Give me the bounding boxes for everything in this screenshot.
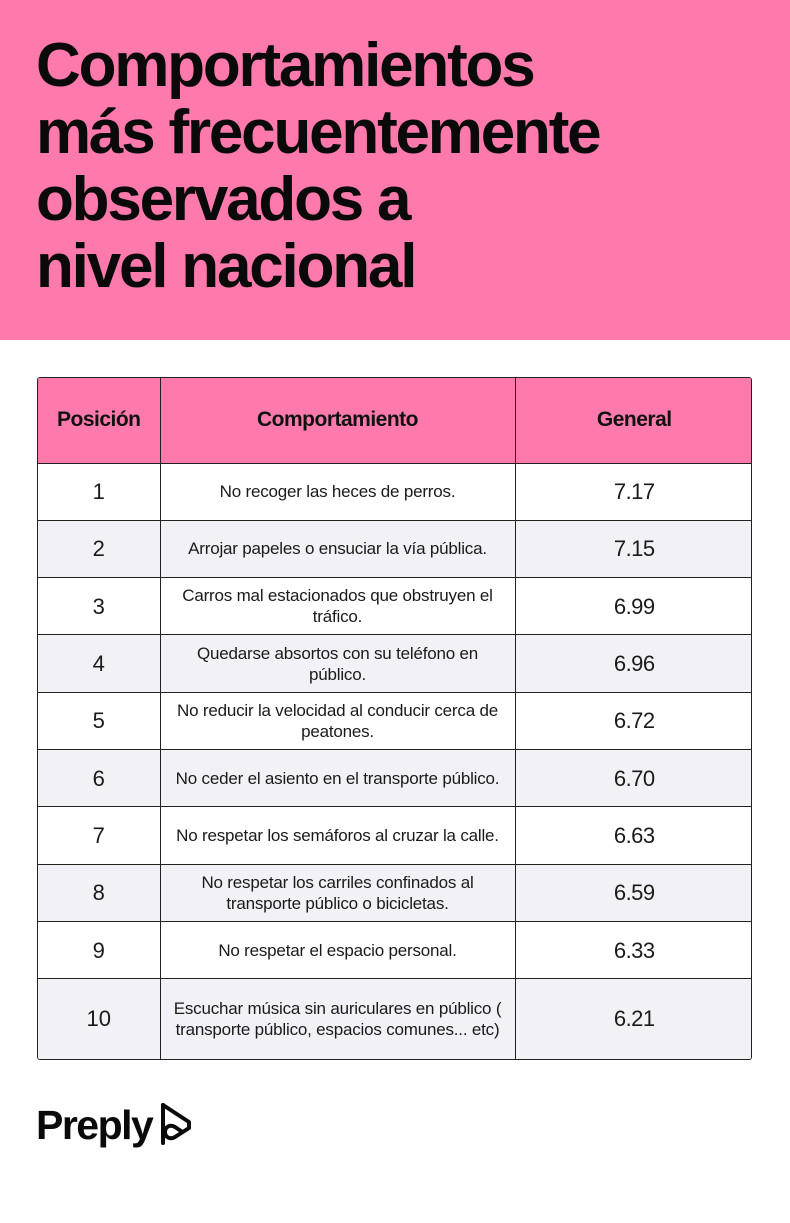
row-value: 6.21	[515, 979, 752, 1059]
title-line-1: Comportamientos	[36, 31, 534, 100]
header-behavior: Comportamiento	[160, 378, 515, 463]
table-row	[38, 864, 752, 921]
table-row	[38, 520, 752, 577]
row-value: 6.63	[515, 807, 752, 864]
row-behavior: Quedarse absortos con su teléfono en público.	[160, 635, 515, 692]
table-row	[38, 692, 752, 749]
title-line-4: nivel nacional	[36, 232, 416, 301]
row-behavior: No respetar el espacio personal.	[160, 921, 515, 978]
title-line-2: más frecuentemente	[36, 98, 600, 167]
row-behavior: Escuchar música sin auriculares en público ( transporte público, espacios comunes... etc)	[160, 979, 515, 1059]
row-behavior: No recoger las heces de perros.	[160, 463, 515, 520]
row-value: 7.17	[515, 463, 752, 520]
row-value: 7.15	[515, 520, 752, 577]
row-position: 6	[38, 749, 160, 806]
row-value: 6.70	[515, 749, 752, 806]
table-row	[38, 921, 752, 978]
logo-wordmark: Preply	[36, 1101, 153, 1148]
row-value: 6.99	[515, 578, 752, 635]
row-position: 10	[38, 979, 160, 1059]
table-row	[38, 463, 752, 520]
row-position: 4	[38, 635, 160, 692]
table-row	[38, 635, 752, 692]
table-row	[38, 578, 752, 635]
row-behavior: No respetar los carriles confinados al transporte público o bicicletas.	[160, 864, 515, 921]
row-value: 6.33	[515, 921, 752, 978]
header-banner	[0, 0, 790, 340]
preply-logo	[36, 1100, 196, 1150]
row-position: 9	[38, 921, 160, 978]
row-position: 1	[38, 463, 160, 520]
table-header-row	[38, 378, 752, 463]
row-behavior: Arrojar papeles o ensuciar la vía pública.	[160, 520, 515, 577]
row-behavior: No respetar los semáforos al cruzar la calle.	[160, 807, 515, 864]
header-position: Posición	[38, 378, 160, 463]
header-general: General	[515, 378, 752, 463]
table-row	[38, 749, 752, 806]
page-title	[36, 32, 736, 300]
row-value: 6.59	[515, 864, 752, 921]
row-position: 3	[38, 578, 160, 635]
preply-logo-icon	[158, 1102, 196, 1148]
row-behavior: No reducir la velocidad al conducir cerca de peatones.	[160, 692, 515, 749]
table-row	[38, 807, 752, 864]
row-value: 6.72	[515, 692, 752, 749]
row-behavior: No ceder el asiento en el transporte público.	[160, 749, 515, 806]
row-position: 7	[38, 807, 160, 864]
row-behavior: Carros mal estacionados que obstruyen el tráfico.	[160, 578, 515, 635]
row-position: 2	[38, 520, 160, 577]
row-position: 5	[38, 692, 160, 749]
row-position: 8	[38, 864, 160, 921]
ranking-table	[37, 377, 752, 1060]
title-line-3: observados a	[36, 165, 410, 234]
row-value: 6.96	[515, 635, 752, 692]
table-row	[38, 979, 752, 1059]
